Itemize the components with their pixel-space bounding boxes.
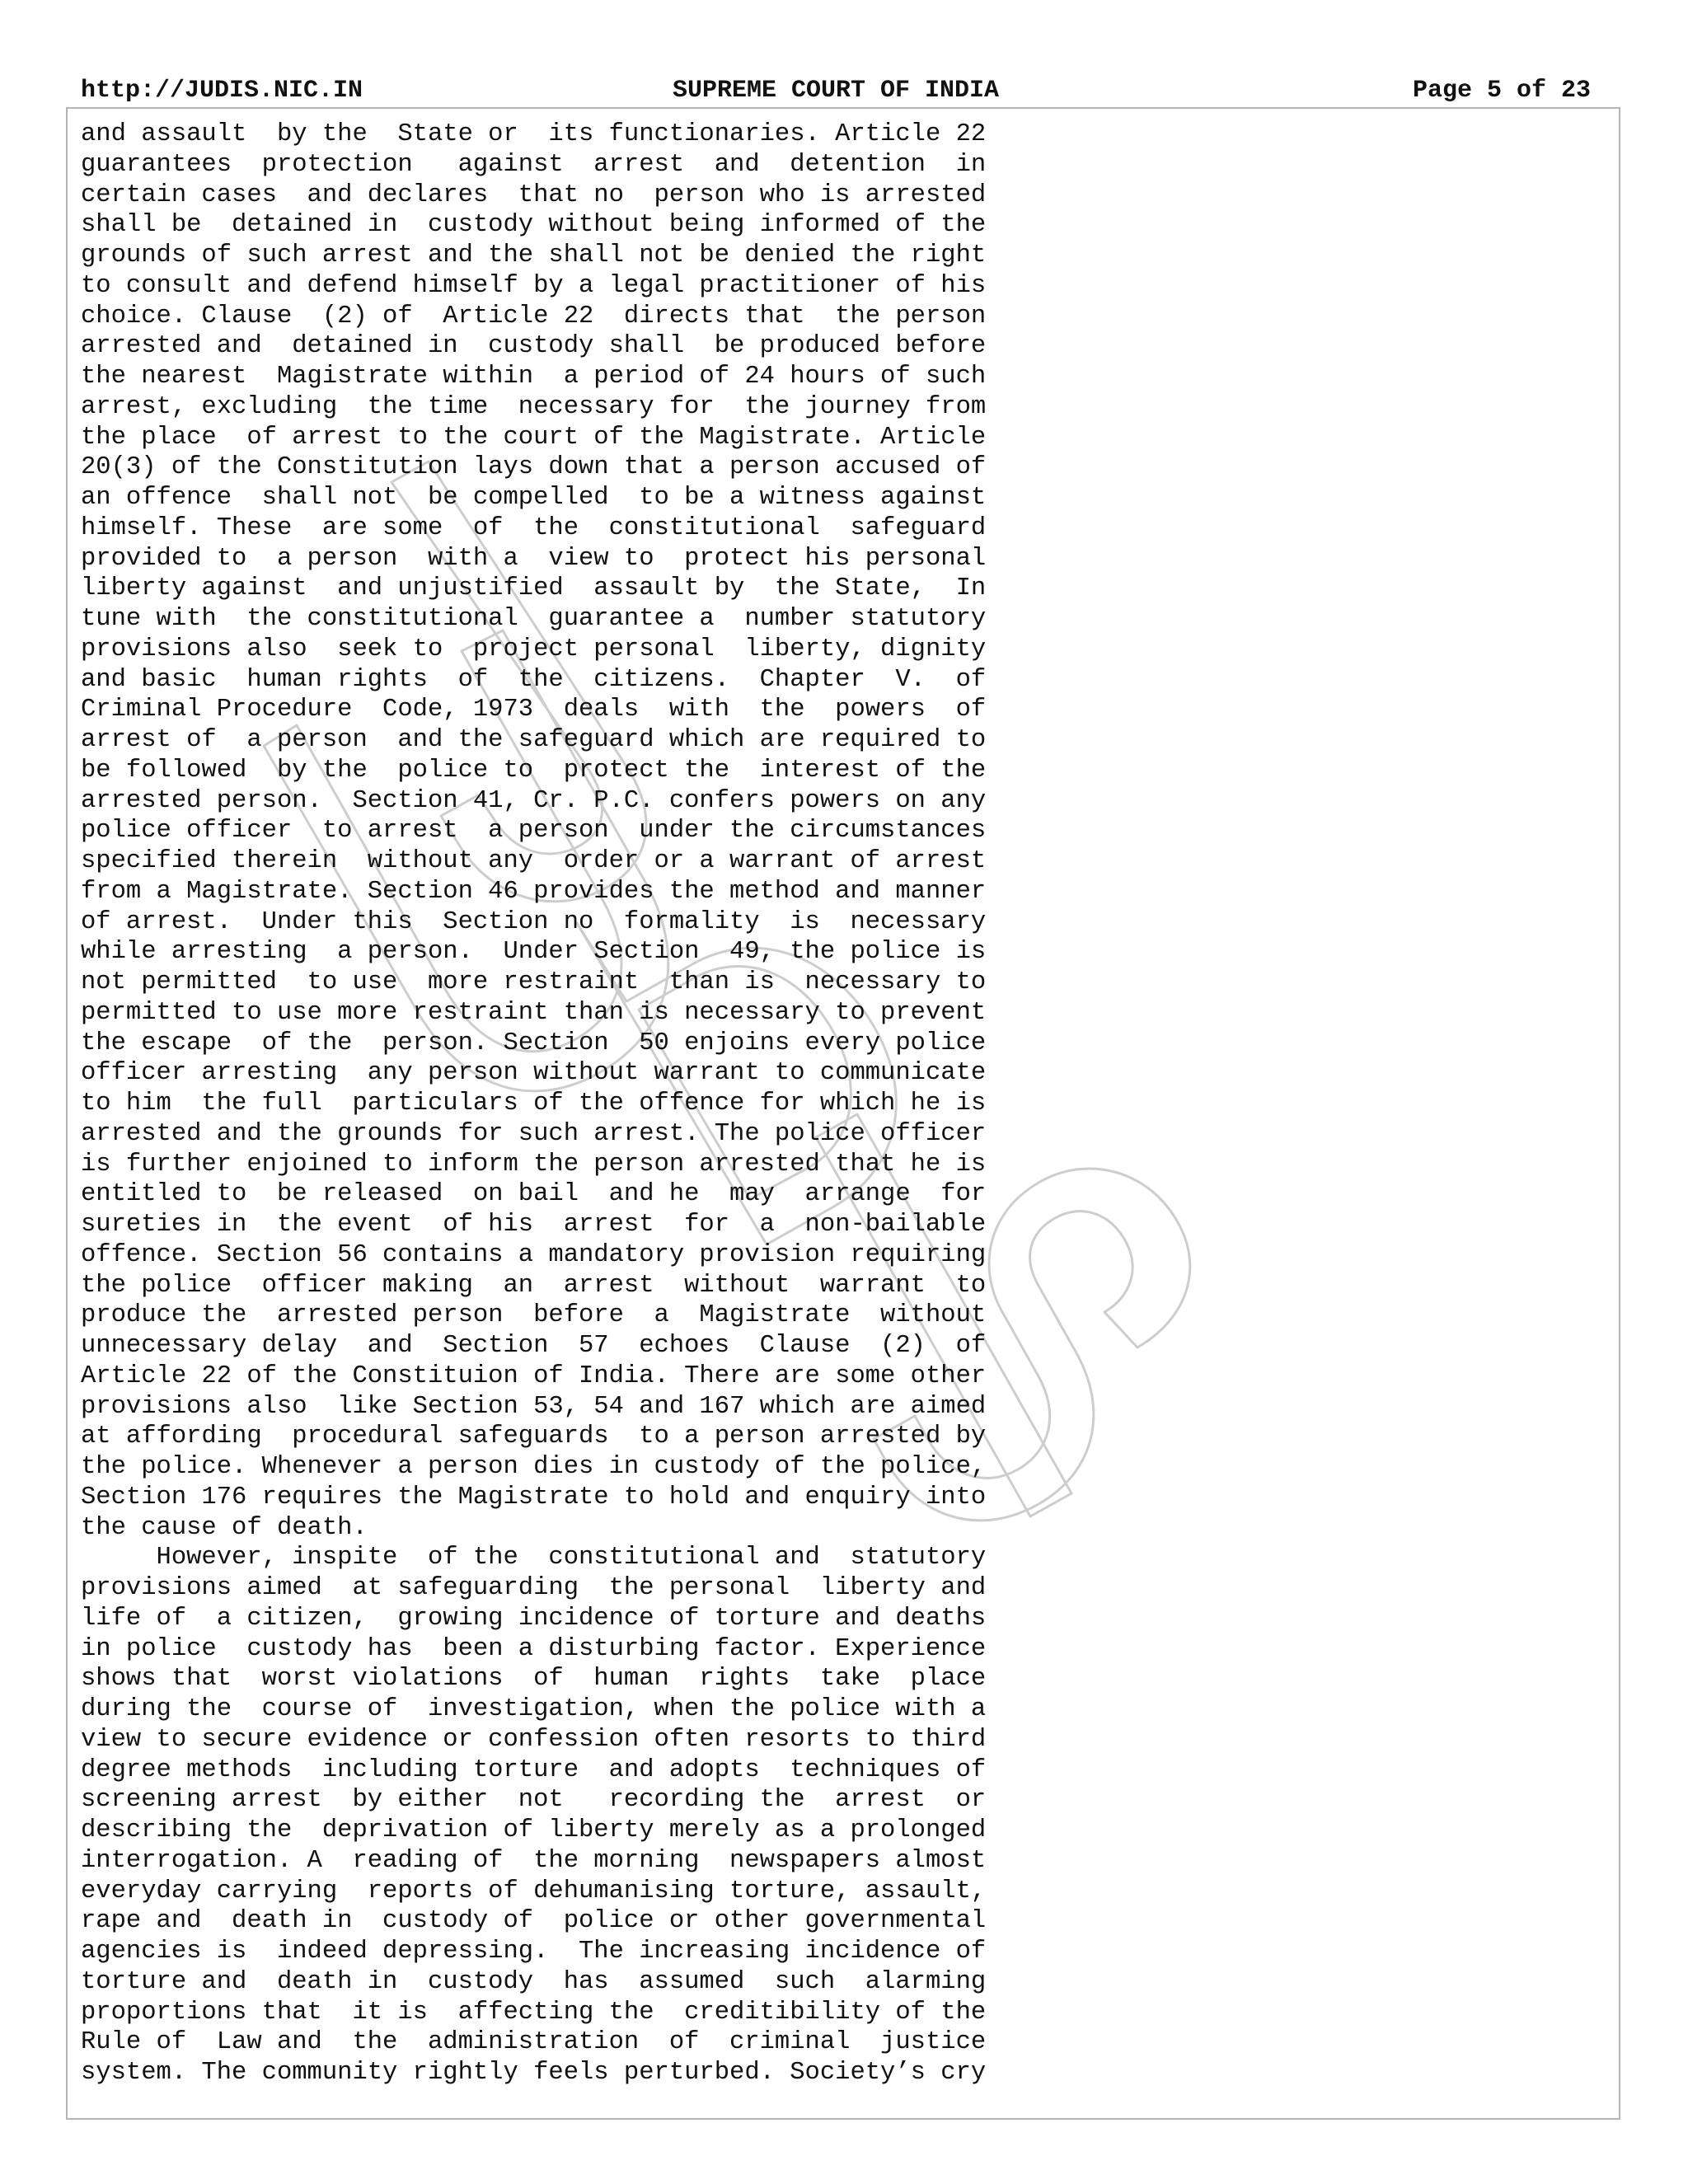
text-line: shows that worst violations of human rights take place xyxy=(81,1665,987,1694)
text-line: guarantees protection against arrest and detention in xyxy=(81,150,987,179)
text-line: Article 22 of the Constituion of India. There are some other xyxy=(81,1361,987,1390)
text-line: himself. These are some of the constitutional safeguard xyxy=(81,513,987,542)
text-line: of arrest. Under this Section no formality is necessary xyxy=(81,907,987,936)
text-line: permitted to use more restraint than is necessary to prevent xyxy=(81,998,987,1027)
court-title: SUPREME COURT OF INDIA xyxy=(672,77,1000,105)
text-line: screening arrest by either not recording the arrest or xyxy=(81,1786,987,1815)
text-line: everyday carrying reports of dehumanising torture, assault, xyxy=(81,1877,987,1905)
text-line: liberty against and unjustified assault by the State, In xyxy=(81,574,987,603)
text-line: life of a citizen, growing incidence of torture and deaths xyxy=(81,1604,987,1633)
text-line: grounds of such arrest and the shall not be denied the right xyxy=(81,241,987,269)
text-line: arrested and the grounds for such arrest. The police officer xyxy=(81,1119,987,1148)
text-line: produce the arrested person before a Magistrate without xyxy=(81,1301,987,1330)
text-line: the nearest Magistrate within a period of 24 hours of such xyxy=(81,363,987,391)
text-line: rape and death in custody of police or other governmental xyxy=(81,1907,987,1936)
text-line: proportions that it is affecting the creditibility of the xyxy=(81,1998,987,2027)
text-line: shall be detained in custody without being informed of the xyxy=(81,211,987,240)
text-line: Section 176 requires the Magistrate to hold and enquiry into xyxy=(81,1483,987,1511)
text-line: while arresting a person. Under Section 49, the police is xyxy=(81,938,987,967)
judgment-body-text xyxy=(81,120,1103,2088)
text-line: arrest of a person and the safeguard which are required to xyxy=(81,726,987,754)
text-line: view to secure evidence or confession often resorts to third xyxy=(81,1725,987,1754)
text-line: provided to a person with a view to protect his personal xyxy=(81,544,987,573)
text-line: agencies is indeed depressing. The increasing incidence of xyxy=(81,1938,987,1966)
text-line: However, inspite of the constitutional and statutory xyxy=(81,1544,987,1572)
text-line: the police. Whenever a person dies in custody of the police, xyxy=(81,1453,987,1481)
text-line: in police custody has been a disturbing factor. Experience xyxy=(81,1634,987,1663)
text-line: at affording procedural safeguards to a person arrested by xyxy=(81,1422,987,1451)
text-line: provisions aimed at safeguarding the personal liberty and xyxy=(81,1574,987,1602)
text-line: sureties in the event of his arrest for a non-bailable xyxy=(81,1211,987,1239)
text-line: the police officer making an arrest without warrant to xyxy=(81,1271,987,1300)
text-line: police officer to arrest a person under the circumstances xyxy=(81,817,987,846)
text-line: describing the deprivation of liberty merely as a prolonged xyxy=(81,1816,987,1844)
text-line: is further enjoined to inform the person arrested that he is xyxy=(81,1150,987,1179)
text-line: arrested and detained in custody shall be produced before xyxy=(81,332,987,361)
text-line: to him the full particulars of the offence for which he is xyxy=(81,1090,987,1118)
text-line: entitled to be released on bail and he may arrange for xyxy=(81,1180,987,1209)
text-line: specified therein without any order or a warrant of arrest xyxy=(81,847,987,875)
text-line: during the course of investigation, when the police with a xyxy=(81,1695,987,1723)
text-line: 20(3) of the Constitution lays down that a person accused of xyxy=(81,453,987,482)
text-line: unnecessary delay and Section 57 echoes Clause (2) of xyxy=(81,1332,987,1360)
text-line: torture and death in custody has assumed such alarming xyxy=(81,1967,987,1996)
text-line: officer arresting any person without warrant to communicate xyxy=(81,1059,987,1088)
text-line: the escape of the person. Section 50 enjoins every police xyxy=(81,1029,987,1057)
text-line: interrogation. A reading of the morning newspapers almost xyxy=(81,1846,987,1875)
text-line: from a Magistrate. Section 46 provides the method and manner xyxy=(81,877,987,906)
text-line: choice. Clause (2) of Article 22 directs that the person xyxy=(81,302,987,330)
text-line: degree methods including torture and adopts techniques of xyxy=(81,1755,987,1784)
text-line: the cause of death. xyxy=(81,1513,368,1542)
text-line: not permitted to use more restraint than is necessary to xyxy=(81,968,987,996)
page-header xyxy=(81,74,1591,107)
text-line: Criminal Procedure Code, 1973 deals with the powers of xyxy=(81,696,987,724)
text-line: provisions also seek to project personal liberty, dignity xyxy=(81,635,987,663)
page-indicator: Page 5 of 23 xyxy=(1412,77,1591,105)
text-line: Rule of Law and the administration of criminal justice xyxy=(81,2028,987,2057)
text-line: the place of arrest to the court of the Magistrate. Article xyxy=(81,423,987,452)
text-line: be followed by the police to protect the interest of the xyxy=(81,756,987,785)
text-line: certain cases and declares that no person who is arrested xyxy=(81,180,987,209)
text-line: an offence shall not be compelled to be a witness against xyxy=(81,484,987,512)
text-line: arrest, excluding the time necessary for the journey from xyxy=(81,392,987,421)
text-line: and basic human rights of the citizens. Chapter V. of xyxy=(81,665,987,694)
text-line: to consult and defend himself by a legal practitioner of his xyxy=(81,271,987,300)
text-line: arrested person. Section 41, Cr. P.C. confers powers on any xyxy=(81,786,987,815)
text-line: offence. Section 56 contains a mandatory provision requiring xyxy=(81,1240,987,1269)
text-line: tune with the constitutional guarantee a number statutory xyxy=(81,605,987,633)
text-line: provisions also like Section 53, 54 and 167 which are aimed xyxy=(81,1392,987,1421)
source-url[interactable]: http://JUDIS.NIC.IN xyxy=(81,77,363,105)
text-line: system. The community rightly feels perturbed. Society’s cry xyxy=(81,2059,987,2087)
text-line: and assault by the State or its functionaries. Article 22 xyxy=(81,120,987,148)
